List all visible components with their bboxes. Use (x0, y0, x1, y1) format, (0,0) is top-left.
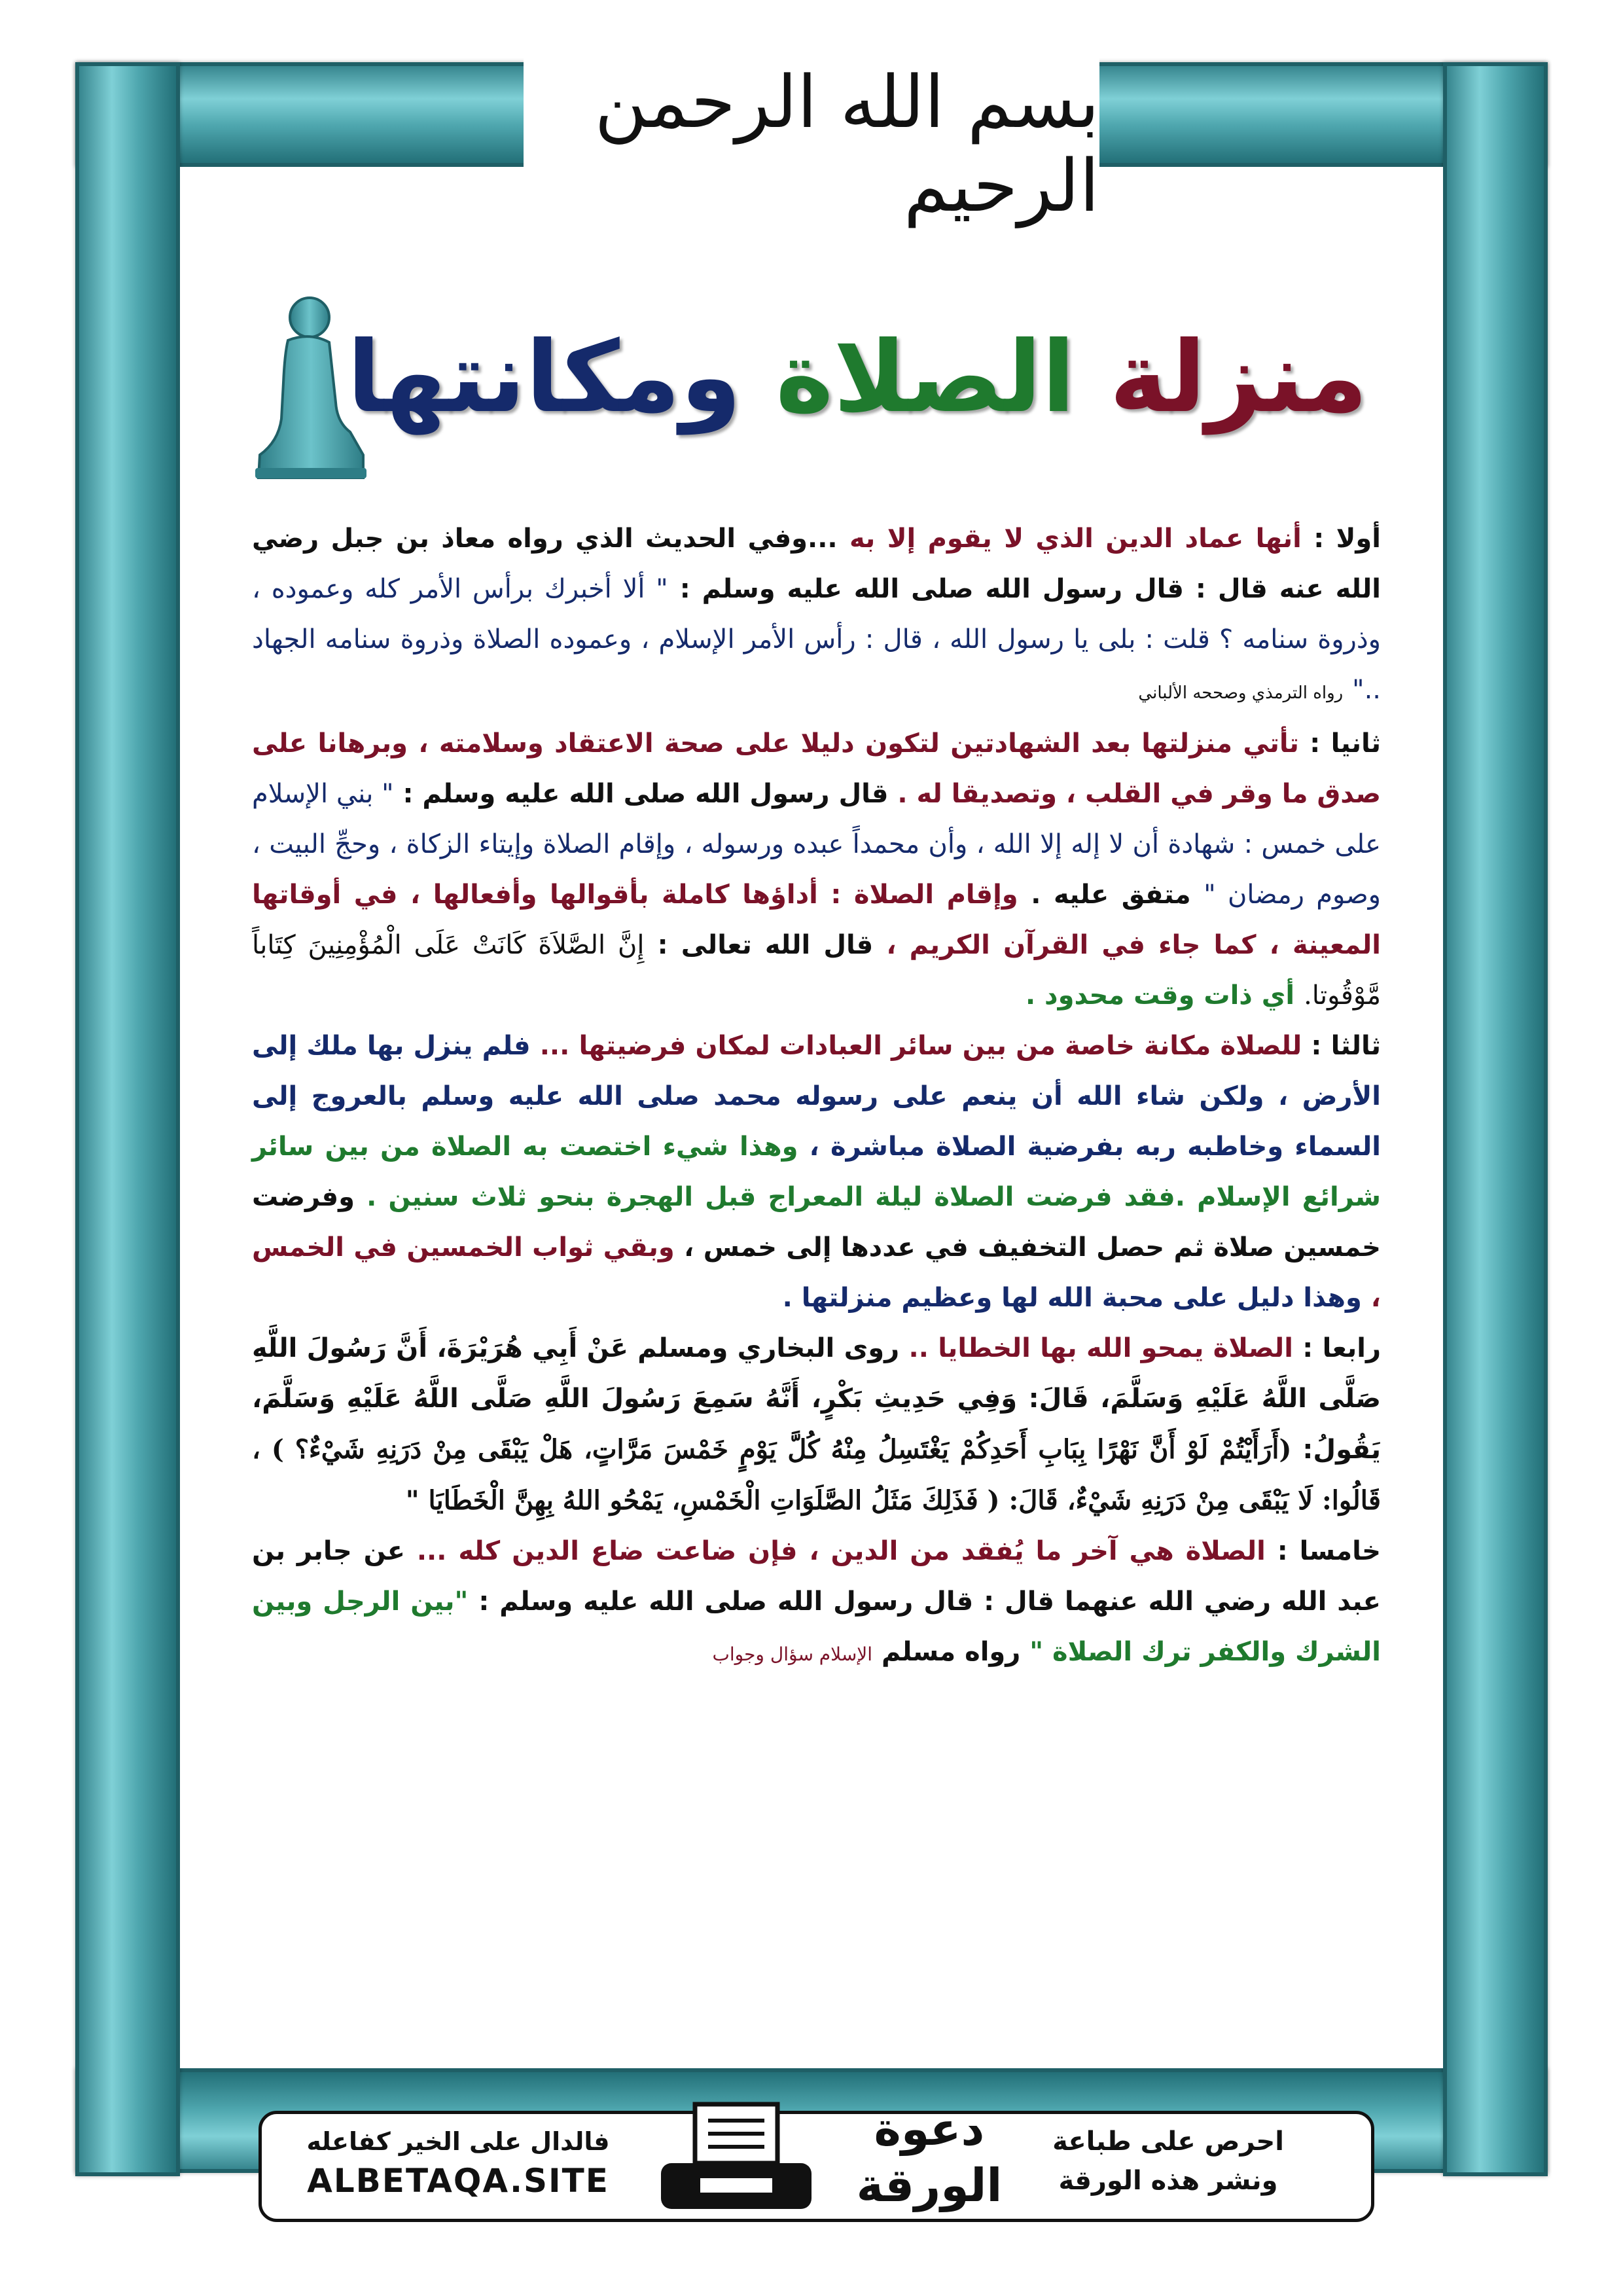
title-part-3: ومكانتها (347, 321, 741, 435)
section-heading-text: الصلاة هي آخر ما يُفقد من الدين ، فإن ضاعت ضاع الدين كله ... (416, 1536, 1266, 1566)
body-text: ...وفي الحديث الذي رواه معاذ بن جبل رضي الله عنه قال : قال رسول الله صلى الله عليه وسلم : (252, 524, 1381, 604)
section-first (252, 514, 1381, 719)
logo-line: دعوة (874, 2102, 985, 2156)
body-text: عن جابر بن عبد الله رضي الله عنهما قال : قال رسول الله صلى الله عليه وسلم : (252, 1536, 1381, 1617)
basmala-text: بسم الله الرحمن الرحيم (594, 60, 1099, 228)
body-text: وفرضت خمسين صلاة ثم حصل التخفيف في عددها إلى خمس ، (252, 1182, 1381, 1263)
body-text: وهذا شيء اختصت به الصلاة من بين سائر شرائع الإسلام .فقد فرضت الصلاة ليلة المعراج قبل الهجرة بنحو ثلاث سنين . (252, 1132, 1381, 1212)
section-label: أولا : (1313, 524, 1381, 554)
section-heading-text: الصلاة يمحو الله بها الخطايا .. (908, 1333, 1293, 1363)
body-text: وإقام الصلاة : (830, 880, 1018, 910)
body-text: وهذا دليل على محبة الله لها وعظيم منزلتها . (782, 1283, 1362, 1313)
basmala-calligraphy (524, 46, 1099, 242)
printer-icon (654, 2101, 818, 2215)
source-note: متفق عليه . (1031, 880, 1191, 910)
footer-line: فالدال على الخير كفاعله (306, 2127, 610, 2156)
body-text: أداؤها كاملة بأقوالها وأفعالها ، في أوقاتها المعينة ، كما جاء في القرآن الكريم ، (252, 880, 1381, 960)
section-heading-text: أنها عماد الدين الذي لا يقوم إلا به (849, 524, 1302, 554)
section-heading-text: للصلاة مكانة خاصة من بين سائر العبادات لمكان فرضيتها ... (539, 1031, 1302, 1061)
title-part-1: منزلة (1109, 321, 1368, 435)
body-text: فلم ينزل بها ملك إلى الأرض ، ولكن شاء الله أن ينعم على رسوله محمد صلى الله عليه وسلم بالعروج إلى السماء وخاطبه ربه بفرضية الصلاة مباشرة ، (252, 1031, 1382, 1162)
frame-left (75, 62, 180, 2176)
body-text: وبقي ثواب الخمسين في الخمس ، (252, 1232, 1381, 1313)
section-second (252, 719, 1381, 1021)
praying-person-icon (252, 291, 370, 481)
section-fifth (252, 1526, 1381, 1679)
section-heading-text: تأتي منزلتها بعد الشهادتين لتكون دليلا على صحة الاعتقاد وسلامته ، وبرهانا على صدق ما وقر في القلب ، وتصديقا له . (252, 728, 1381, 809)
page-title (347, 321, 1368, 435)
footer-line: احرص على طباعة (1052, 2126, 1284, 2157)
site-url[interactable]: ALBETAQA.SITE (307, 2162, 609, 2200)
hadith-quote: "بين الرجل وبين الشرك والكفر ترك الصلاة " (252, 1587, 1381, 1667)
dawa-logo (838, 2101, 1021, 2232)
section-third (252, 1021, 1381, 1323)
quran-verse: إِنَّ الصَّلاَةَ كَانَتْ عَلَى الْمُؤْمِنِينَ كِتَاباً مَّوْقُوتا. (252, 930, 1381, 1011)
footer-site-note (281, 2122, 635, 2200)
frame-right (1443, 62, 1548, 2176)
footer-banner (259, 2102, 1374, 2222)
body-text: قال الله تعالى : (657, 930, 874, 960)
article-body (252, 514, 1381, 1679)
section-fourth (252, 1323, 1381, 1526)
footer-print-note (1005, 2122, 1332, 2200)
footer-line: ونشر هذه الورقة (1058, 2166, 1278, 2196)
section-label: ثانيا : (1310, 728, 1381, 759)
source-note: رواه مسلم (882, 1637, 1021, 1667)
hadith-quote: " ألا أخبرك برأس الأمر كله وعموده ، وذروة سنامه ؟ قلت : بلى يا رسول الله ، قال : رأس الأمر الإسلام ، وعموده الصلاة وذروة سنامه الجهاد .." (252, 574, 1381, 705)
body-text: قال رسول الله صلى الله عليه وسلم : (402, 779, 889, 809)
logo-line: الورقة (856, 2159, 1003, 2212)
body-text: روى البخاري ومسلم عَنْ أَبِي هُرَيْرَةَ، أَنَّ رَسُولَ اللَّهِ صَلَّى اللَّهُ عَلَيْهِ وَسَلَّمَ، قَالَ: وَفِي حَدِيثِ بَكْرٍ، أَنَّهُ سَمِعَ رَسُولَ اللَّهِ صَلَّى اللَّهُ عَلَيْهِ وَسَلَّمَ، يَقُولُ: (252, 1333, 1381, 1465)
section-label: ثالثا : (1311, 1031, 1382, 1061)
section-label: رابعا : (1302, 1333, 1381, 1363)
section-label: خامسا : (1277, 1536, 1381, 1566)
source-note: رواه الترمذي وصححه الألباني (1138, 683, 1344, 703)
source-credit: الإسلام سؤال وجواب (712, 1643, 873, 1665)
hadith-quote: (أَرَأَيْتُمْ لَوْ أَنَّ نَهْرًا بِبَابِ أَحَدِكُمْ يَغْتَسِلُ مِنْهُ كُلَّ يَوْمٍ خَمْسَ مَرَّاتٍ، هَلْ يَبْقَى مِنْ دَرَنِهِ شَيْءٌ؟ ) ، قَالُوا: لَا يَبْقَى مِنْ دَرَنِهِ شَيْءٌ، قَالَ: ( فَذَلِكَ مَثَلُ الصَّلَوَاتِ الْخَمْسِ، يَمْحُو اللهُ بِهِنَّ الْخَطَايَا " (252, 1434, 1381, 1516)
hadith-quote: " بني الإسلام على خمس : شهادة أن لا إله إلا الله ، وأن محمداً عبده ورسوله ، وإقام الصلاة وإيتاء الزكاة ، وحجِّ البيت ، وصوم رمضان " (252, 779, 1381, 910)
body-text: أي ذات وقت محدود . (1025, 980, 1295, 1011)
title-part-2: الصلاة (776, 321, 1076, 435)
